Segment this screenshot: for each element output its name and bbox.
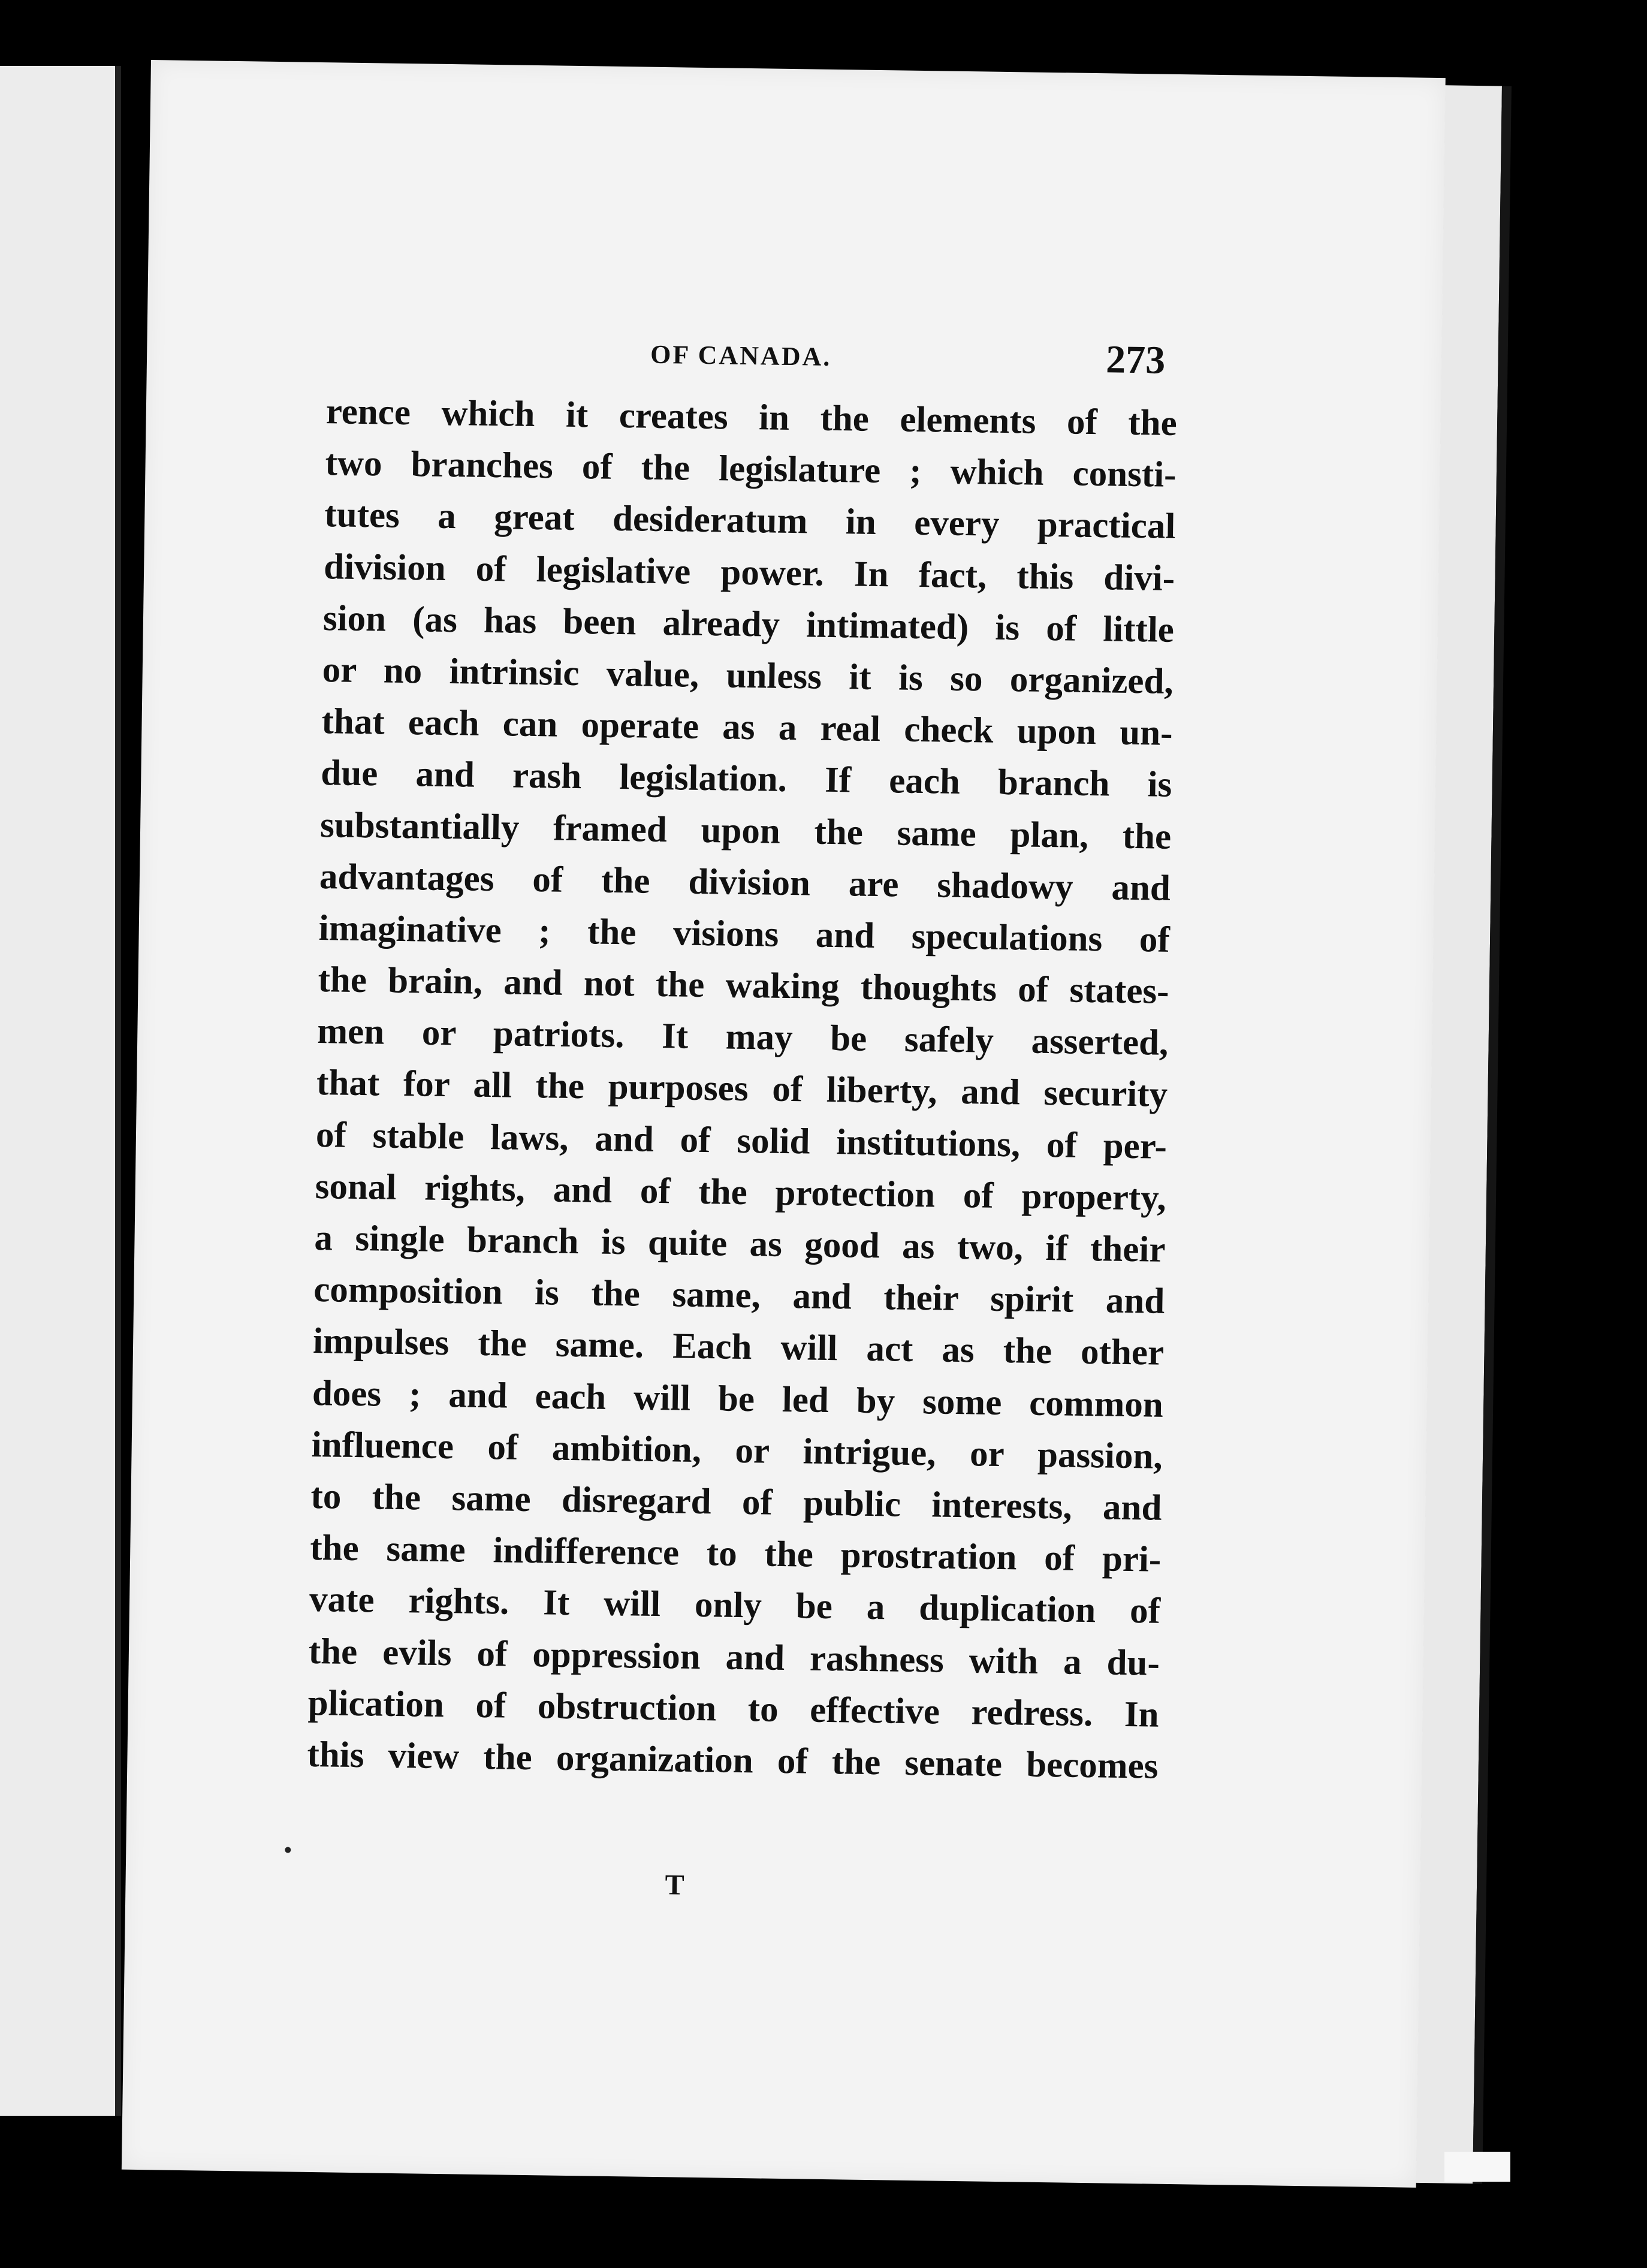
text-line: impulses the same. Each will act as the other <box>312 1321 1165 1374</box>
text-line: sion (as has been already intimated) is of little <box>322 598 1175 650</box>
paper-tab <box>1444 2152 1510 2182</box>
text-line: to the same disregard of public interests, and <box>310 1476 1162 1528</box>
running-head: OF CANADA. <box>650 339 832 372</box>
text-line: division of legislative power. In fact, this divi- <box>323 546 1175 599</box>
text-line: a single branch is quite as good as two, if their <box>314 1218 1166 1270</box>
text-line: substantially framed upon the same plan, the <box>319 804 1172 857</box>
text-line: the same indifference to the prostration of pri- <box>309 1528 1162 1580</box>
text-line: advantages of the division are shadowy and <box>319 856 1171 909</box>
text-line: that each can operate as a real check upon un- <box>321 701 1173 754</box>
body-text <box>307 386 1177 1793</box>
page-header <box>147 324 1442 390</box>
text-line: the evils of oppression and rashness with a du- <box>308 1631 1160 1684</box>
text-line: plication of obstruction to effective redress. In <box>307 1682 1160 1735</box>
text-line: two branches of the legislature ; which consti- <box>325 443 1177 496</box>
text-line: men or patriots. It may be safely asserted, <box>316 1011 1169 1064</box>
text-line: this view the organization of the senate becomes <box>307 1734 1159 1787</box>
text-line: that for all the purposes of liberty, and security <box>316 1063 1168 1115</box>
text-line: of stable laws, and of solid institutions, of per- <box>315 1114 1168 1167</box>
text-line: vate rights. It will only be a duplication of <box>309 1579 1161 1632</box>
text-line: composition is the same, and their spirit and <box>313 1269 1165 1322</box>
text-line: the brain, and not the waking thoughts of states- <box>318 960 1169 1012</box>
signature-mark: T <box>665 1869 684 1901</box>
text-line: rence which it creates in the elements of the <box>325 391 1178 444</box>
text-line: does ; and each will be led by some common <box>312 1373 1164 1425</box>
text-line: tutes a great desideratum in every practical <box>324 494 1176 547</box>
page-number: 273 <box>1105 337 1166 382</box>
text-line: influence of ambition, or intrigue, or passion, <box>311 1424 1163 1477</box>
text-line: imaginative ; the visions and speculations of <box>318 907 1171 960</box>
left-page-fragment <box>0 66 121 2116</box>
book-page <box>122 60 1446 2188</box>
text-line: sonal rights, and of the protection of property, <box>315 1166 1167 1219</box>
text-line: or no intrinsic value, unless it is so organized, <box>322 650 1174 702</box>
text-line: due and rash legislation. If each branch is <box>320 753 1172 806</box>
ink-speck <box>285 1847 291 1853</box>
